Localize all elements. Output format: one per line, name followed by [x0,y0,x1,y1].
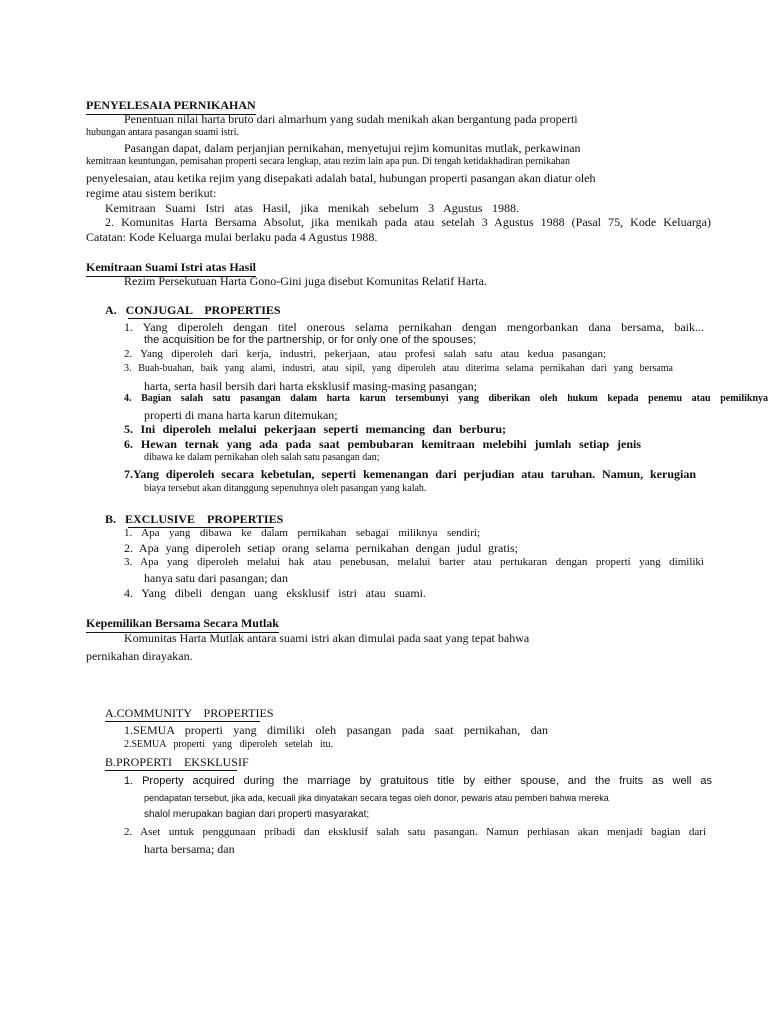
s2-intro: Rezim Persekutuan Harta Gono-Gini juga disebut Komunitas Relatif Harta. [124,274,487,288]
s3-eksklusif-item-2-cont: harta bersama; dan [144,842,235,856]
s2-conjugal-item-6: 6. Hewan ternak yang ada pada saat pembubaran kemitraan melebihi jumlah setiap jenis [124,438,641,451]
s3-community-item-1: 1.SEMUA properti yang dimiliki oleh pasangan pada saat pernikahan, dan [124,724,548,737]
heading-penyelesaian: PENYELESAIA PERNIKAHAN [86,98,256,115]
s2-conjugal-item-2: 2. Yang diperoleh dari kerja, industri, pekerjaan, atau profesi salah satu atau kedua pasangan; [124,349,606,360]
s2-conjugal-item-6-cont: dibawa ke dalam pernikahan oleh salah satu pasangan dan; [144,452,380,463]
s1-p1-line2: hubungan antara pasangan suami istri. [86,127,240,138]
s3-eksklusif-item-1-cont1: pendapatan tersebut, jika ada, kecuali jika dinyatakan secara tegas oleh donor, pewaris atau pemberi bahwa mereka [144,793,609,803]
s1-list-item-1: Kemitraan Suami Istri atas Hasil, jika menikah sebelum 3 Agustus 1988. [105,202,519,215]
heading-kepemilikan: Kepemilikan Bersama Secara Mutlak [86,616,279,633]
community-underline [105,721,260,722]
s1-list-item-2: 2. Komunitas Harta Bersama Absolut, jika menikah pada atau setelah 3 Agustus 1988 (Pasal 75, Kode Keluarga) [105,216,711,229]
s1-p2-line2: kemitraan keuntungan, pemisahan properti secara lengkap, atau rezim lain apa pun. Di tengah ketidakhadiran pernikahan [86,156,570,167]
s1-p2-line1: Pasangan dapat, dalam perjanjian pernikahan, menyetujui rejim komunitas mutlak, perkawinan [124,141,581,155]
s2-conjugal-item-7: 7.Yang diperoleh secara kebetulan, seperti kemenangan dari perjudian atau taruhan. Namun, kerugian [124,468,696,481]
s2-exclusive-item-1: 1. Apa yang dibawa ke dalam pernikahan sebagai miliknya sendiri; [124,528,480,539]
s2-exclusive-item-3: 3. Apa yang diperoleh melalui hak atau penebusan, melalui barter atau pertukaran dengan properti yang dimiliki [124,557,704,568]
s1-p1-line1: Penentuan nilai harta bruto dari almarhum yang sudah menikah akan bergantung pada properti [124,112,578,126]
s2-exclusive-item-4: 4. Yang dibeli dengan uang eksklusif istri atau suami. [124,587,426,600]
s2-conjugal-item-4-cont: properti di mana harta karun ditemukan; [144,408,338,422]
s2-conjugal-item-1: 1. Yang diperoleh dengan titel onerous selama pernikahan dengan mengorbankan dana bersama, baik... [124,321,704,334]
s2-exclusive-heading: B. EXCLUSIVE PROPERTIES [105,512,284,526]
s2-conjugal-item-1-cont: the acquisition be for the partnership, or for only one of the spouses; [144,334,477,346]
s1-p2-line3: penyelesaian, atau ketika rejim yang disepakati adalah batal, hubungan properti pasangan akan diatur oleh [86,171,596,185]
s3-intro-line1: Komunitas Harta Mutlak antara suami istri akan dimulai pada saat yang tepat bahwa [124,631,530,645]
s2-exclusive-item-3-cont: hanya satu dari pasangan; dan [144,571,288,585]
s2-conjugal-heading: A. CONJUGAL PROPERTIES [105,303,281,317]
s2-conjugal-item-3-cont: harta, serta hasil bersih dari harta eksklusif masing-masing pasangan; [144,379,477,393]
s3-intro-line2: pernikahan dirayakan. [86,649,193,663]
s2-conjugal-item-3: 3. Buah-buahan, baik yang alami, industri, atau sipil, yang diperoleh atau diterima selama pernikahan dari yang bersama [124,364,673,374]
heading-kemitraan: Kemitraan Suami Istri atas Hasil [86,260,256,277]
conjugal-underline [128,318,270,319]
s3-community-heading: A.COMMUNITY PROPERTIES [105,706,274,720]
s2-conjugal-item-7-cont: biaya tersebut akan ditanggung sepenuhnya oleh pasangan yang kalah. [144,483,427,494]
s2-conjugal-item-5: 5. Ini diperoleh melalui pekerjaan seperti memancing dan berburu; [124,423,506,436]
eksklusif-underline [105,770,237,771]
s3-eksklusif-heading: B.PROPERTI EKSKLUSIF [105,755,249,769]
s3-eksklusif-item-2: 2. Aset untuk penggunaan pribadi dan eksklusif salah satu pasangan. Namun perhiasan akan menjadi bagian dari [124,827,706,838]
s2-exclusive-item-2: 2. Apa yang diperoleh setiap orang selama pernikahan dengan judul gratis; [124,542,518,555]
s3-eksklusif-item-1: 1. Property acquired during the marriage by gratuitous title by either spouse, and the fruits as well as [124,776,712,787]
s1-p2-line4: regime atau sistem berikut: [86,186,217,200]
s3-community-item-2: 2.SEMUA properti yang diperoleh setelah itu. [124,740,333,750]
s2-conjugal-item-4: 4. Bagian salah satu pasangan dalam harta karun tersembunyi yang diberikan oleh hukum kepada penemu atau pemiliknya [124,394,768,404]
s1-note: Catatan: Kode Keluarga mulai berlaku pada 4 Agustus 1988. [86,230,378,244]
s3-eksklusif-item-1-cont2: shalol merupakan bagian dari properti masyarakat; [144,809,370,820]
